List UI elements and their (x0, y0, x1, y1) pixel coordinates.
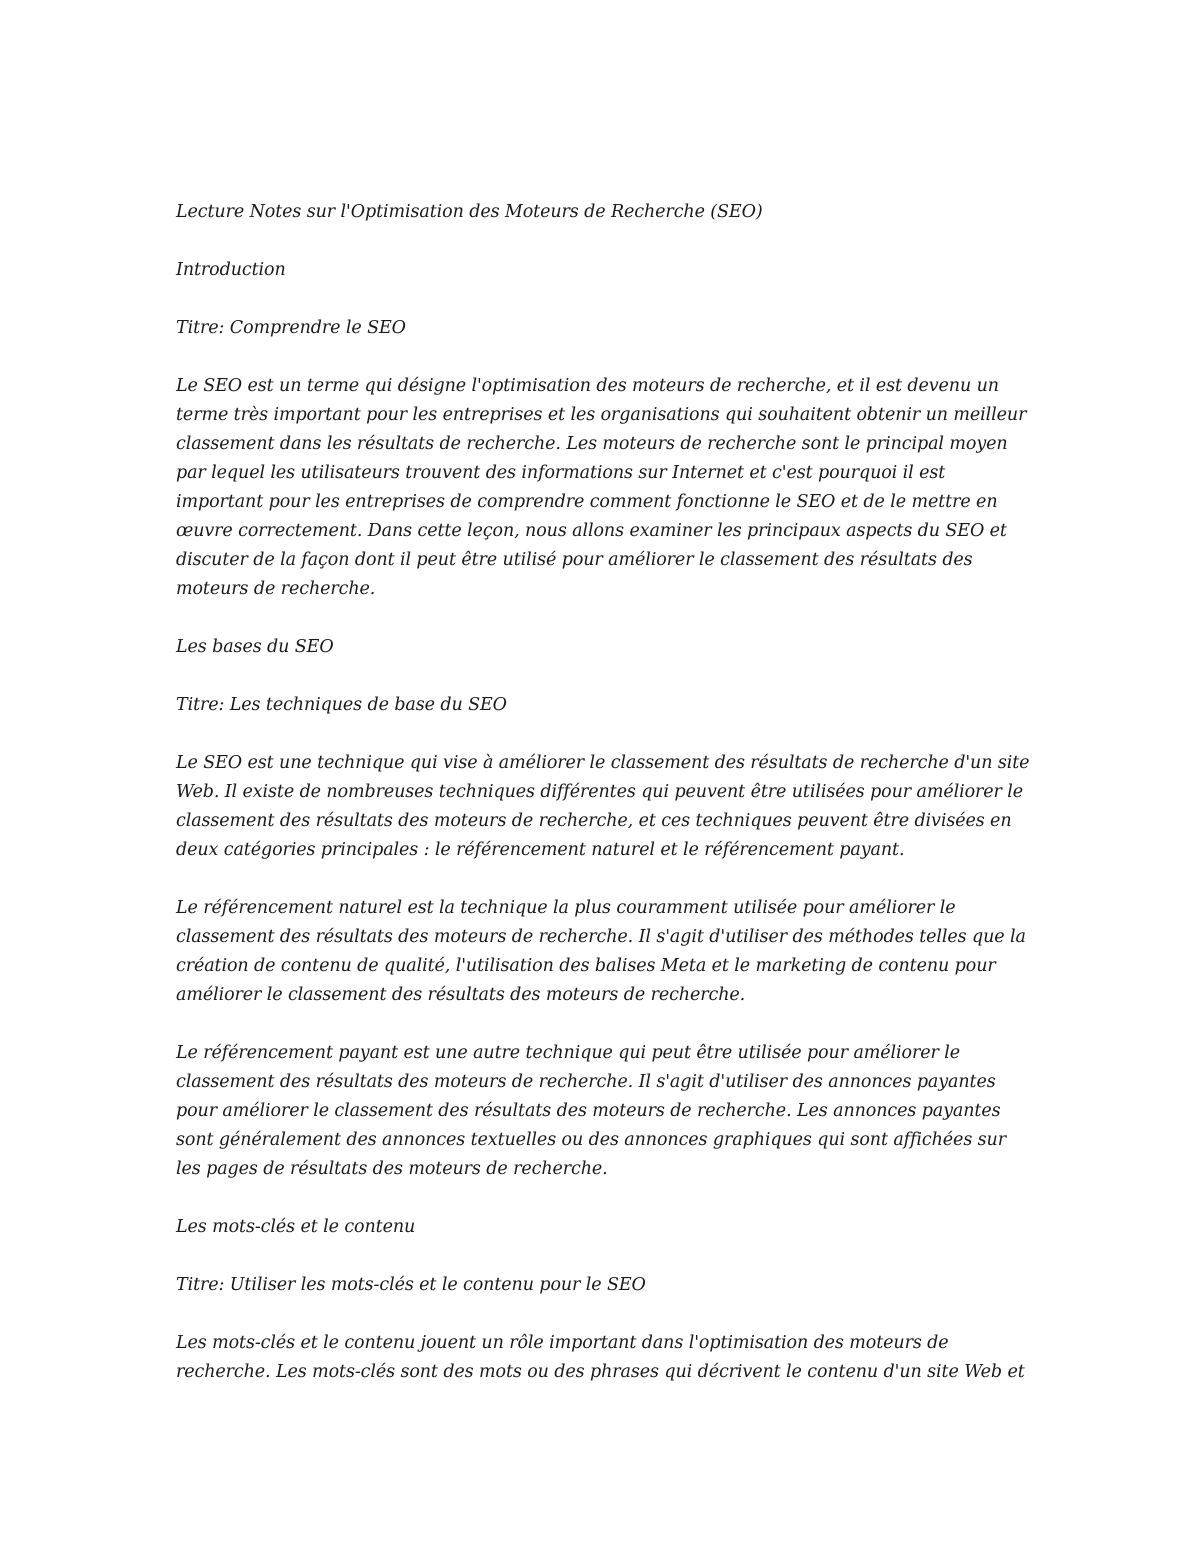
document-body (176, 198, 1036, 1416)
section-subtitle-techniques: Titre: Les techniques de base du SEO (176, 695, 507, 715)
section-subtitle-utiliser-mots-cles: Titre: Utiliser les mots-clés et le contenu pour le SEO (176, 1275, 646, 1295)
paragraph-mots-cles: Les mots-clés et le contenu jouent un rôle important dans l'optimisation des moteurs de recherche. Les mots-clés sont des mots ou des phrases qui décrivent le contenu d'un site Web et (176, 1333, 1025, 1382)
paragraph-referencement-naturel: Le référencement naturel est la technique la plus couramment utilisée pour améliorer le classement des résultats des moteurs de recherche. Il s'agit d'utiliser des méthodes telles que la création de contenu de qualité, l'utilisation des balises Meta et le marketing de contenu pour améliorer le classement des résultats des moteurs de recherche. (176, 898, 1026, 1005)
section-heading-bases: Les bases du SEO (176, 637, 334, 657)
paragraph-referencement-payant: Le référencement payant est une autre technique qui peut être utilisée pour améliorer le classement des résultats des moteurs de recherche. Il s'agit d'utiliser des annonces payantes pour améliorer le classement des résultats des moteurs de recherche. Les annonces payantes sont généralement des annonces textuelles ou des annonces graphiques qui sont affichées sur les pages de résultats des moteurs de recherche. (176, 1043, 1006, 1179)
document-title: Lecture Notes sur l'Optimisation des Moteurs de Recherche (SEO) (176, 202, 763, 222)
section-heading-introduction: Introduction (176, 260, 286, 280)
paragraph-introduction: Le SEO est un terme qui désigne l'optimisation des moteurs de recherche, et il est devenu un terme très important pour les entreprises et les organisations qui souhaitent obtenir un meilleur classement dans les résultats de recherche. Les moteurs de recherche sont le principal moyen par lequel les utilisateurs trouvent des informations sur Internet et c'est pourquoi il est important pour les entreprises de comprendre comment fonctionne le SEO et de le mettre en œuvre correctement. Dans cette leçon, nous allons examiner les principaux aspects du SEO et discuter de la façon dont il peut être utilisé pour améliorer le classement des résultats des moteurs de recherche. (176, 376, 1027, 599)
paragraph-techniques: Le SEO est une technique qui vise à améliorer le classement des résultats de recherche d'un site Web. Il existe de nombreuses techniques différentes qui peuvent être utilisées pour améliorer le classement des résultats des moteurs de recherche, et ces techniques peuvent être divisées en deux catégories principales : le référencement naturel et le référencement payant. (176, 753, 1030, 860)
section-heading-mots-cles: Les mots-clés et le contenu (176, 1217, 416, 1237)
section-subtitle-comprendre: Titre: Comprendre le SEO (176, 318, 406, 338)
